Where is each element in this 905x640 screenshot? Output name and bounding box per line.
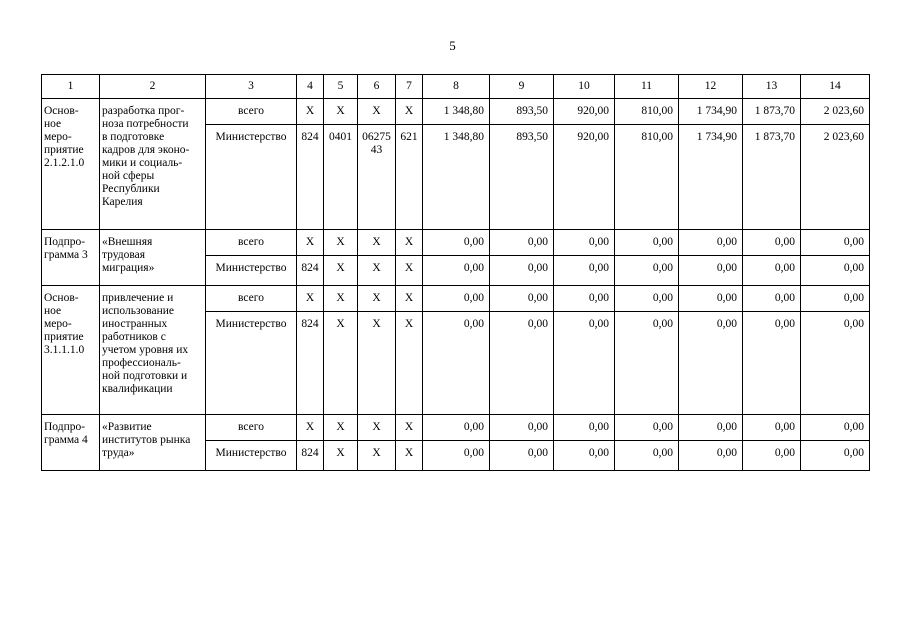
- value-cell-10: 0,00: [554, 415, 615, 441]
- code-cell-4: 824: [297, 256, 324, 286]
- code-cell-4: Х: [297, 99, 324, 125]
- program-code-cell: Основ- ное меро- приятие 2.1.2.1.0: [42, 99, 100, 230]
- code-cell-7: Х: [396, 312, 423, 415]
- funding-source-cell: всего: [206, 415, 297, 441]
- value-cell-11: 0,00: [615, 415, 679, 441]
- value-cell-13: 0,00: [743, 312, 801, 415]
- value-cell-14: 0,00: [801, 415, 870, 441]
- program-name-cell: разработка прог- ноза потребности в подготовке кадров для эконо- мики и социаль- ной сферы Республики Карелия: [100, 99, 206, 230]
- code-cell-7: Х: [396, 441, 423, 471]
- code-cell-6: Х: [358, 99, 396, 125]
- code-cell-4: Х: [297, 415, 324, 441]
- code-cell-5: Х: [324, 415, 358, 441]
- code-cell-5: Х: [324, 441, 358, 471]
- program-code-cell: Основ- ное меро- приятие 3.1.1.1.0: [42, 286, 100, 415]
- value-cell-11: 0,00: [615, 256, 679, 286]
- code-cell-7: 621: [396, 125, 423, 230]
- column-number-13: 13: [743, 75, 801, 99]
- code-cell-7: Х: [396, 256, 423, 286]
- page-number: 5: [449, 38, 456, 53]
- value-cell-8: 0,00: [423, 256, 490, 286]
- value-cell-12: 0,00: [679, 312, 743, 415]
- value-cell-14: 0,00: [801, 441, 870, 471]
- value-cell-9: 893,50: [490, 125, 554, 230]
- value-cell-14: 0,00: [801, 230, 870, 256]
- value-cell-12: 1 734,90: [679, 99, 743, 125]
- value-cell-13: 0,00: [743, 441, 801, 471]
- value-cell-13: 0,00: [743, 415, 801, 441]
- value-cell-10: 0,00: [554, 312, 615, 415]
- code-cell-5: Х: [324, 286, 358, 312]
- column-number-12: 12: [679, 75, 743, 99]
- column-number-11: 11: [615, 75, 679, 99]
- value-cell-13: 1 873,70: [743, 99, 801, 125]
- value-cell-11: 0,00: [615, 441, 679, 471]
- header-row: [42, 75, 870, 99]
- funding-source-cell: Министерство: [206, 125, 297, 230]
- value-cell-11: 0,00: [615, 230, 679, 256]
- column-number-7: 7: [396, 75, 423, 99]
- value-cell-12: 0,00: [679, 256, 743, 286]
- value-cell-8: 1 348,80: [423, 99, 490, 125]
- value-cell-9: 0,00: [490, 230, 554, 256]
- column-number-4: 4: [297, 75, 324, 99]
- code-cell-6: Х: [358, 415, 396, 441]
- value-cell-11: 810,00: [615, 125, 679, 230]
- value-cell-11: 810,00: [615, 99, 679, 125]
- funding-source-cell: Министерство: [206, 312, 297, 415]
- code-cell-7: Х: [396, 230, 423, 256]
- table-row-total: [42, 415, 870, 441]
- value-cell-8: 0,00: [423, 312, 490, 415]
- code-cell-5: Х: [324, 99, 358, 125]
- code-cell-5: Х: [324, 230, 358, 256]
- code-cell-7: Х: [396, 415, 423, 441]
- code-cell-4: 824: [297, 125, 324, 230]
- code-cell-5: Х: [324, 312, 358, 415]
- value-cell-13: 0,00: [743, 230, 801, 256]
- table-row-total: [42, 99, 870, 125]
- column-number-5: 5: [324, 75, 358, 99]
- funding-source-cell: всего: [206, 99, 297, 125]
- code-cell-6: Х: [358, 441, 396, 471]
- program-code-cell: Подпро- грамма 4: [42, 415, 100, 471]
- code-cell-6: Х: [358, 230, 396, 256]
- column-number-10: 10: [554, 75, 615, 99]
- code-cell-4: Х: [297, 286, 324, 312]
- value-cell-12: 1 734,90: [679, 125, 743, 230]
- table-row-total: [42, 230, 870, 256]
- table-row-total: [42, 286, 870, 312]
- value-cell-14: 0,00: [801, 256, 870, 286]
- value-cell-10: 0,00: [554, 286, 615, 312]
- value-cell-8: 0,00: [423, 230, 490, 256]
- value-cell-14: 2 023,60: [801, 125, 870, 230]
- value-cell-9: 0,00: [490, 256, 554, 286]
- value-cell-10: 0,00: [554, 441, 615, 471]
- value-cell-9: 0,00: [490, 441, 554, 471]
- value-cell-14: 2 023,60: [801, 99, 870, 125]
- code-cell-4: 824: [297, 312, 324, 415]
- column-number-14: 14: [801, 75, 870, 99]
- funding-source-cell: Министерство: [206, 441, 297, 471]
- value-cell-13: 1 873,70: [743, 125, 801, 230]
- funding-source-cell: Министерство: [206, 256, 297, 286]
- code-cell-7: Х: [396, 99, 423, 125]
- value-cell-8: 0,00: [423, 441, 490, 471]
- column-number-8: 8: [423, 75, 490, 99]
- value-cell-10: 0,00: [554, 256, 615, 286]
- value-cell-13: 0,00: [743, 286, 801, 312]
- code-cell-5: 0401: [324, 125, 358, 230]
- code-cell-4: 824: [297, 441, 324, 471]
- value-cell-13: 0,00: [743, 256, 801, 286]
- program-name-cell: «Внешняя трудовая миграция»: [100, 230, 206, 286]
- column-number-2: 2: [100, 75, 206, 99]
- value-cell-10: 920,00: [554, 125, 615, 230]
- code-cell-7: Х: [396, 286, 423, 312]
- value-cell-8: 0,00: [423, 286, 490, 312]
- value-cell-9: 0,00: [490, 415, 554, 441]
- value-cell-12: 0,00: [679, 230, 743, 256]
- column-number-9: 9: [490, 75, 554, 99]
- value-cell-10: 920,00: [554, 99, 615, 125]
- value-cell-9: 0,00: [490, 312, 554, 415]
- value-cell-8: 0,00: [423, 415, 490, 441]
- value-cell-12: 0,00: [679, 415, 743, 441]
- value-cell-12: 0,00: [679, 286, 743, 312]
- value-cell-12: 0,00: [679, 441, 743, 471]
- value-cell-9: 0,00: [490, 286, 554, 312]
- funding-source-cell: всего: [206, 286, 297, 312]
- column-number-6: 6: [358, 75, 396, 99]
- value-cell-14: 0,00: [801, 312, 870, 415]
- budget-table: [41, 74, 870, 471]
- value-cell-11: 0,00: [615, 286, 679, 312]
- funding-source-cell: всего: [206, 230, 297, 256]
- code-cell-6: Х: [358, 256, 396, 286]
- code-cell-6: 06275 43: [358, 125, 396, 230]
- program-code-cell: Подпро- грамма 3: [42, 230, 100, 286]
- program-name-cell: привлечение и использование иностранных работников с учетом уровня их профессиональ- ной подготовки и квалификации: [100, 286, 206, 415]
- value-cell-9: 893,50: [490, 99, 554, 125]
- value-cell-11: 0,00: [615, 312, 679, 415]
- program-name-cell: «Развитие институтов рынка труда»: [100, 415, 206, 471]
- column-number-1: 1: [42, 75, 100, 99]
- code-cell-6: Х: [358, 312, 396, 415]
- value-cell-8: 1 348,80: [423, 125, 490, 230]
- value-cell-14: 0,00: [801, 286, 870, 312]
- code-cell-4: Х: [297, 230, 324, 256]
- column-number-3: 3: [206, 75, 297, 99]
- value-cell-10: 0,00: [554, 230, 615, 256]
- code-cell-6: Х: [358, 286, 396, 312]
- code-cell-5: Х: [324, 256, 358, 286]
